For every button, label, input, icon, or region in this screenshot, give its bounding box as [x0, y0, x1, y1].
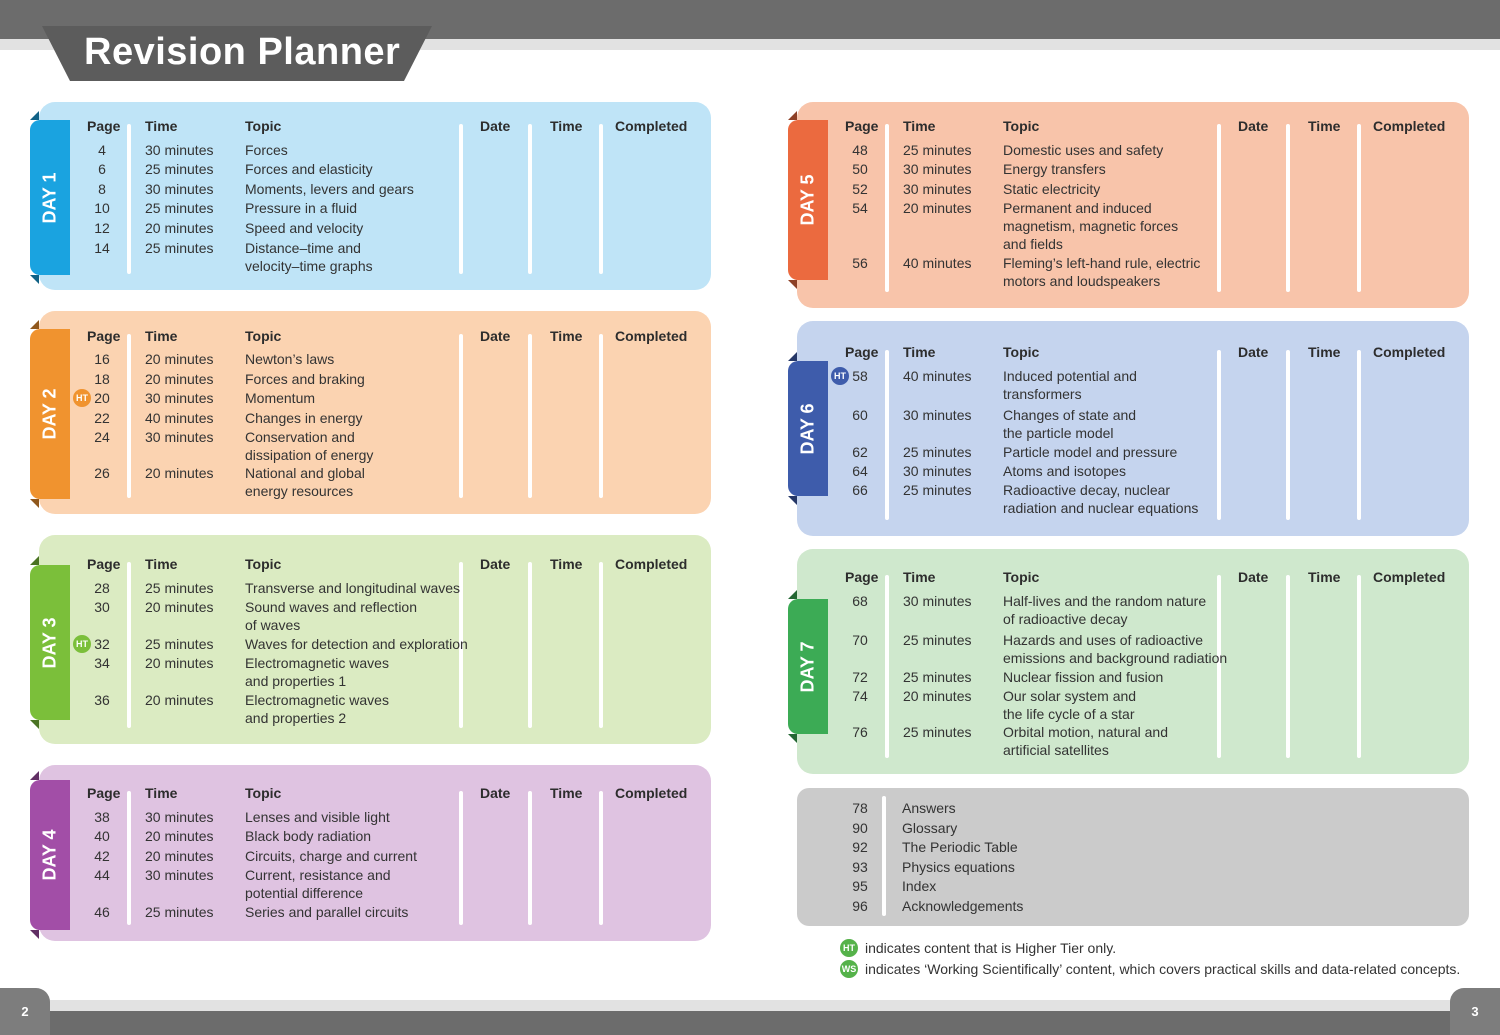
topic-text: and fields — [1003, 236, 1063, 252]
time-value: 20 minutes — [145, 848, 214, 864]
time-value: 20 minutes — [903, 200, 972, 216]
header-time: Time — [145, 328, 178, 344]
column-divider — [885, 124, 889, 292]
column-divider — [885, 575, 889, 758]
extras-page-number: 93 — [852, 859, 868, 875]
time-value: 20 minutes — [145, 351, 214, 367]
day-card-6 — [797, 321, 1469, 536]
legend-row — [840, 939, 1116, 957]
day-label: DAY 1 — [39, 171, 60, 224]
topic-text: Fleming’s left-hand rule, electric — [1003, 255, 1201, 271]
time-value: 25 minutes — [903, 444, 972, 460]
header-time2: Time — [1308, 569, 1341, 585]
topic-text: of radioactive decay — [1003, 611, 1128, 627]
extras-label: The Periodic Table — [902, 839, 1018, 855]
topic-text: Half-lives and the random nature — [1003, 593, 1207, 609]
time-value: 25 minutes — [145, 636, 214, 652]
topic-text: Conservation and — [245, 429, 355, 445]
higher-tier-icon: HT — [73, 635, 91, 653]
legend-text: indicates ‘Working Scientifically’ content, which covers practical skills and data-related concepts. — [865, 961, 1461, 977]
day-label: DAY 5 — [797, 174, 818, 226]
page-number: 74 — [852, 688, 868, 704]
extras-label: Glossary — [902, 820, 958, 836]
page-number: 52 — [852, 181, 868, 197]
page-title: Revision Planner — [84, 31, 401, 73]
column-divider — [599, 562, 603, 728]
page-number: 50 — [852, 161, 868, 177]
page-number: 18 — [94, 371, 110, 387]
page-number: 32 — [94, 636, 110, 652]
header-date: Date — [1238, 569, 1269, 585]
time-value: 30 minutes — [145, 181, 214, 197]
header-page: Page — [87, 328, 121, 344]
day-label: DAY 4 — [39, 829, 60, 881]
page-number: 72 — [852, 669, 868, 685]
topic-text: Moments, levers and gears — [245, 181, 414, 197]
topic-text: Static electricity — [1003, 181, 1101, 197]
topic-text: Nuclear fission and fusion — [1003, 669, 1164, 685]
time-value: 25 minutes — [903, 669, 972, 685]
topic-text: Energy transfers — [1003, 161, 1106, 177]
header-date: Date — [480, 785, 511, 801]
header-completed: Completed — [1373, 344, 1446, 360]
page-number: 10 — [94, 200, 110, 216]
time-value: 20 minutes — [145, 371, 214, 387]
page-number: 56 — [852, 255, 868, 271]
page-number: 66 — [852, 482, 868, 498]
day-card-2 — [39, 311, 711, 514]
column-divider — [1217, 350, 1221, 520]
day-ribbon — [788, 120, 828, 280]
day-ribbon — [30, 780, 70, 930]
page-number: 20 — [94, 390, 110, 406]
higher-tier-icon: HT — [831, 367, 849, 385]
time-value: 30 minutes — [903, 161, 972, 177]
higher-tier-icon: HT — [840, 939, 858, 957]
header-date: Date — [480, 328, 511, 344]
day-label: DAY 3 — [39, 616, 60, 669]
time-value: 25 minutes — [903, 724, 972, 740]
topic-text: dissipation of energy — [245, 447, 374, 463]
header-topic: Topic — [245, 785, 282, 801]
day-card-7 — [797, 549, 1469, 774]
header-date: Date — [480, 118, 511, 134]
topic-text: radiation and nuclear equations — [1003, 500, 1199, 516]
time-value: 30 minutes — [145, 809, 214, 825]
topic-text: Sound waves and reflection — [245, 599, 417, 615]
topic-text: Orbital motion, natural and — [1003, 724, 1168, 740]
page-number: 40 — [94, 828, 110, 844]
topic-text: Radioactive decay, nuclear — [1003, 482, 1171, 498]
extras-label: Physics equations — [902, 859, 1015, 875]
column-divider — [599, 791, 603, 925]
header-time: Time — [145, 785, 178, 801]
time-value: 25 minutes — [903, 482, 972, 498]
time-value: 20 minutes — [903, 688, 972, 704]
day-ribbon — [788, 361, 828, 496]
day-ribbon — [30, 329, 70, 499]
day-label: DAY 7 — [797, 640, 818, 693]
column-divider — [127, 334, 131, 498]
column-divider — [528, 124, 532, 274]
page-number: 34 — [94, 655, 110, 671]
topic-text: National and global — [245, 465, 365, 481]
column-divider — [459, 124, 463, 274]
extras-page-number: 78 — [852, 800, 868, 816]
topic-text: of waves — [245, 617, 301, 633]
topic-text: motors and loudspeakers — [1003, 273, 1161, 289]
page-number: 24 — [94, 429, 110, 445]
day-ribbon — [30, 120, 70, 275]
page-number: 68 — [852, 593, 868, 609]
header-topic: Topic — [245, 328, 282, 344]
time-value: 30 minutes — [903, 407, 972, 423]
topic-text: and properties 1 — [245, 673, 347, 689]
page-number: 14 — [94, 240, 110, 256]
topic-text: Permanent and induced — [1003, 200, 1152, 216]
column-divider — [599, 124, 603, 274]
page-number-right: 3 — [1450, 988, 1500, 1035]
time-value: 30 minutes — [145, 142, 214, 158]
header-date: Date — [480, 556, 511, 572]
header-date: Date — [1238, 118, 1269, 134]
page-number: 54 — [852, 200, 868, 216]
time-value: 25 minutes — [145, 580, 214, 596]
extras-divider — [882, 796, 886, 916]
header-topic: Topic — [245, 556, 282, 572]
topic-text: energy resources — [245, 483, 354, 499]
page-number: 64 — [852, 463, 868, 479]
header-time2: Time — [550, 785, 583, 801]
day-card-4 — [39, 765, 711, 941]
header-page: Page — [845, 569, 879, 585]
time-value: 40 minutes — [903, 255, 972, 271]
time-value: 40 minutes — [145, 410, 214, 426]
extras-label: Index — [902, 878, 937, 894]
column-divider — [528, 562, 532, 728]
time-value: 30 minutes — [145, 429, 214, 445]
time-value: 25 minutes — [145, 161, 214, 177]
topic-text: Waves for detection and exploration — [245, 636, 468, 652]
header-page: Page — [87, 556, 121, 572]
header-page: Page — [845, 118, 879, 134]
column-divider — [459, 334, 463, 498]
time-value: 30 minutes — [145, 390, 214, 406]
time-value: 20 minutes — [145, 220, 214, 236]
day-ribbon — [30, 565, 70, 720]
time-value: 40 minutes — [903, 368, 972, 384]
time-value: 20 minutes — [145, 692, 214, 708]
time-value: 20 minutes — [145, 599, 214, 615]
column-divider — [127, 791, 131, 925]
header-time2: Time — [1308, 118, 1341, 134]
bottom-strip — [0, 1000, 1500, 1011]
column-divider — [1286, 575, 1290, 758]
topic-text: magnetism, magnetic forces — [1003, 218, 1179, 234]
topic-text: Momentum — [245, 390, 316, 406]
topic-text: Our solar system and — [1003, 688, 1137, 704]
column-divider — [885, 350, 889, 520]
time-value: 25 minutes — [903, 142, 972, 158]
extras-page-number: 92 — [852, 839, 868, 855]
page-number: 6 — [98, 161, 106, 177]
header-time2: Time — [1308, 344, 1341, 360]
page-number: 36 — [94, 692, 110, 708]
topic-text: Forces — [245, 142, 288, 158]
header-time: Time — [145, 118, 178, 134]
column-divider — [1286, 350, 1290, 520]
header-time2: Time — [550, 118, 583, 134]
topic-text: Domestic uses and safety — [1003, 142, 1164, 158]
time-value: 25 minutes — [145, 904, 214, 920]
column-divider — [459, 791, 463, 925]
legend-row — [840, 960, 1460, 978]
topic-text: Changes in energy — [245, 410, 363, 426]
day-label: DAY 6 — [797, 402, 818, 455]
page-number: 60 — [852, 407, 868, 423]
time-value: 30 minutes — [145, 867, 214, 883]
topic-text: Changes of state and — [1003, 407, 1137, 423]
topic-text: the life cycle of a star — [1003, 706, 1135, 722]
page-number: 42 — [94, 848, 110, 864]
column-divider — [1217, 124, 1221, 292]
time-value: 25 minutes — [145, 240, 214, 256]
header-topic: Topic — [1003, 569, 1040, 585]
header-time: Time — [903, 118, 936, 134]
time-value: 20 minutes — [145, 465, 214, 481]
header-time2: Time — [550, 328, 583, 344]
column-divider — [599, 334, 603, 498]
topic-text: Newton’s laws — [245, 351, 335, 367]
topic-text: Lenses and visible light — [245, 809, 390, 825]
header-time: Time — [903, 569, 936, 585]
higher-tier-icon: HT — [73, 389, 91, 407]
header-page: Page — [87, 118, 121, 134]
day-ribbon — [788, 599, 828, 734]
header-date: Date — [1238, 344, 1269, 360]
header-completed: Completed — [1373, 118, 1446, 134]
topic-text: Speed and velocity — [245, 220, 364, 236]
extras-page-number: 96 — [852, 898, 868, 914]
topic-text: Particle model and pressure — [1003, 444, 1178, 460]
legend-text: indicates content that is Higher Tier only. — [865, 940, 1117, 956]
topic-text: Series and parallel circuits — [245, 904, 409, 920]
page-number: 48 — [852, 142, 868, 158]
day-label: DAY 2 — [39, 388, 60, 440]
page-number: 28 — [94, 580, 110, 596]
extras-card — [797, 788, 1469, 926]
topic-text: the particle model — [1003, 425, 1114, 441]
page-number: 16 — [94, 351, 110, 367]
page-number-left: 2 — [0, 988, 50, 1035]
topic-text: Forces and braking — [245, 371, 365, 387]
time-value: 20 minutes — [145, 828, 214, 844]
extras-page-number: 90 — [852, 820, 868, 836]
page-number: 4 — [98, 142, 106, 158]
header-completed: Completed — [615, 556, 688, 572]
extras-page-number: 95 — [852, 878, 868, 894]
header-topic: Topic — [1003, 344, 1040, 360]
column-divider — [1357, 575, 1361, 758]
topic-text: Black body radiation — [245, 828, 372, 844]
topic-text: Atoms and isotopes — [1003, 463, 1126, 479]
header-completed: Completed — [1373, 569, 1446, 585]
header-completed: Completed — [615, 328, 688, 344]
header-completed: Completed — [615, 785, 688, 801]
topic-text: artificial satellites — [1003, 742, 1109, 758]
topic-text: velocity–time graphs — [245, 258, 373, 274]
header-completed: Completed — [615, 118, 688, 134]
header-page: Page — [845, 344, 879, 360]
header-page: Page — [87, 785, 121, 801]
page-number: 22 — [94, 410, 110, 426]
time-value: 25 minutes — [903, 632, 972, 648]
time-value: 20 minutes — [145, 655, 214, 671]
day-card-5 — [797, 102, 1469, 308]
page-number: 38 — [94, 809, 110, 825]
topic-text: emissions and background radiation — [1003, 650, 1228, 666]
time-value: 30 minutes — [903, 181, 972, 197]
topic-text: potential difference — [245, 885, 364, 901]
column-divider — [127, 124, 131, 274]
topic-text: Induced potential and — [1003, 368, 1137, 384]
topic-text: Distance–time and — [245, 240, 361, 256]
day-card-3 — [39, 535, 711, 744]
time-value: 30 minutes — [903, 593, 972, 609]
header-time: Time — [903, 344, 936, 360]
page-number: 44 — [94, 867, 110, 883]
extras-label: Answers — [902, 800, 956, 816]
topic-text: and properties 2 — [245, 710, 347, 726]
topic-text: Hazards and uses of radioactive — [1003, 632, 1203, 648]
page-number: 8 — [98, 181, 106, 197]
extras-label: Acknowledgements — [902, 898, 1024, 914]
column-divider — [1357, 350, 1361, 520]
page-number: 46 — [94, 904, 110, 920]
topic-text: Circuits, charge and current — [245, 848, 417, 864]
page-number: 30 — [94, 599, 110, 615]
column-divider — [528, 791, 532, 925]
header-topic: Topic — [245, 118, 282, 134]
page-number: 12 — [94, 220, 110, 236]
topic-text: transformers — [1003, 386, 1082, 402]
time-value: 25 minutes — [145, 200, 214, 216]
topic-text: Transverse and longitudinal waves — [245, 580, 461, 596]
column-divider — [1286, 124, 1290, 292]
page-number: 76 — [852, 724, 868, 740]
page-number: 26 — [94, 465, 110, 481]
topic-text: Electromagnetic waves — [245, 655, 389, 671]
topic-text: Pressure in a fluid — [245, 200, 358, 216]
header-time2: Time — [550, 556, 583, 572]
topic-text: Electromagnetic waves — [245, 692, 389, 708]
bottom-bar — [0, 1011, 1500, 1035]
time-value: 30 minutes — [903, 463, 972, 479]
topic-text: Current, resistance and — [245, 867, 391, 883]
day-card-1 — [39, 102, 711, 290]
column-divider — [1357, 124, 1361, 292]
header-topic: Topic — [1003, 118, 1040, 134]
page-number: 62 — [852, 444, 868, 460]
header-time: Time — [145, 556, 178, 572]
page-number: 58 — [852, 368, 868, 384]
column-divider — [528, 334, 532, 498]
page-number: 70 — [852, 632, 868, 648]
column-divider — [127, 562, 131, 728]
topic-text: Forces and elasticity — [245, 161, 373, 177]
working-scientifically-icon: WS — [840, 960, 858, 978]
